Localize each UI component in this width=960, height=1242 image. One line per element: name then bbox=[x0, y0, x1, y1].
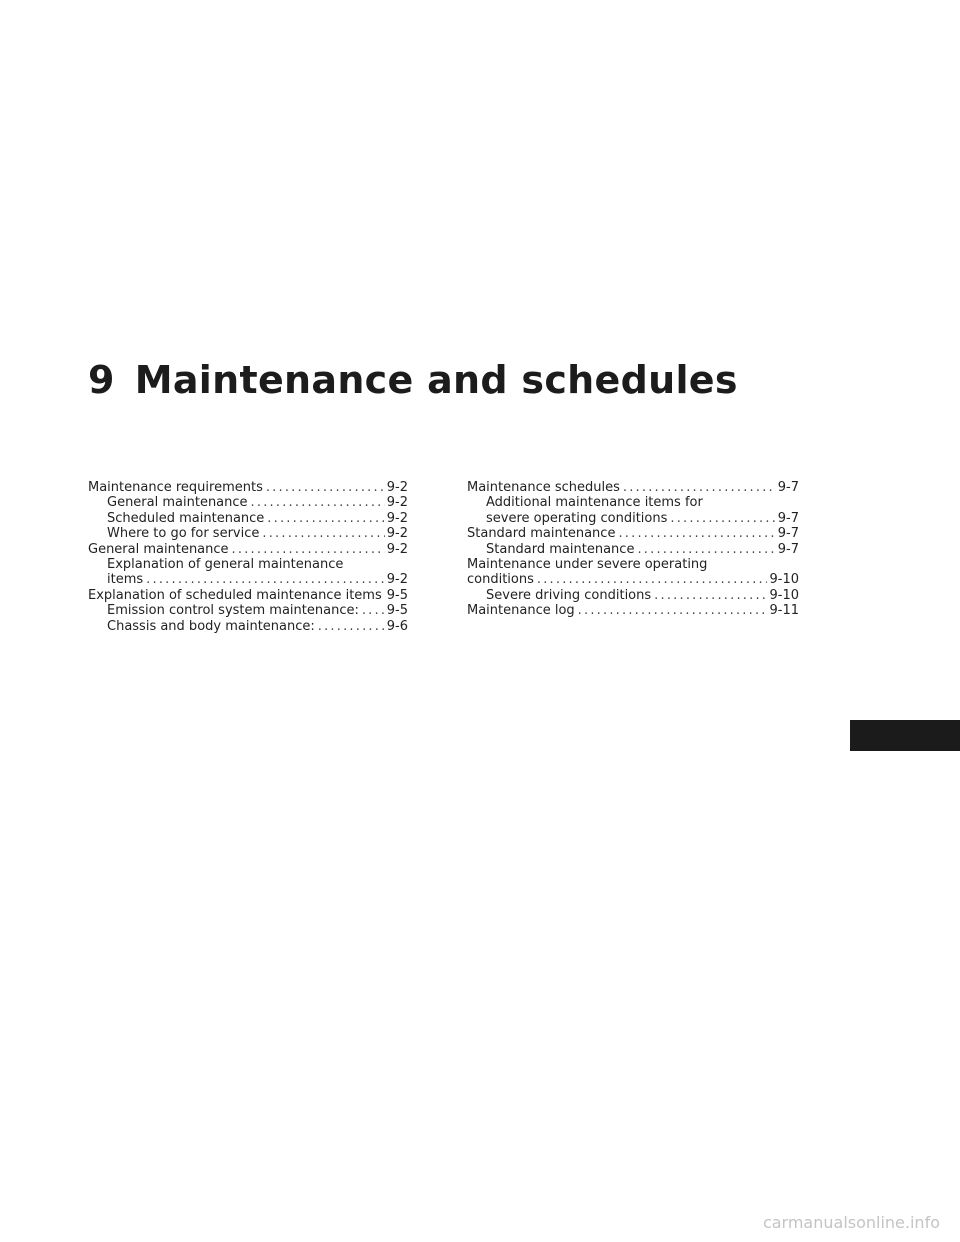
toc-entry-page: 9-2 bbox=[386, 510, 408, 526]
toc-dot-leader bbox=[251, 495, 385, 510]
toc-dot-leader bbox=[232, 542, 385, 557]
chapter-title-text: Maintenance and schedules bbox=[134, 358, 738, 402]
toc-entry-page: 9-2 bbox=[386, 480, 408, 495]
toc-entry-label: General maintenance bbox=[88, 541, 229, 557]
toc-entry[interactable] bbox=[88, 557, 408, 572]
toc-entry-page: 9-5 bbox=[386, 603, 408, 619]
toc-entry-label: severe operating conditions bbox=[486, 510, 668, 526]
toc-dot-leader bbox=[670, 511, 775, 526]
toc-dot-leader bbox=[623, 480, 776, 495]
toc-entry-page: 9-5 bbox=[386, 587, 408, 603]
toc-entry[interactable] bbox=[467, 511, 799, 526]
toc-dot-leader bbox=[318, 619, 385, 634]
toc-entry[interactable] bbox=[88, 572, 408, 587]
toc-entry[interactable] bbox=[467, 495, 799, 510]
toc-entry-label: Severe driving conditions bbox=[486, 587, 652, 603]
toc-dot-leader bbox=[267, 511, 384, 526]
toc-entry-label: Chassis and body maintenance: bbox=[107, 618, 315, 634]
toc-entry-page: 9-2 bbox=[386, 572, 408, 588]
toc-entry[interactable] bbox=[88, 480, 408, 495]
toc-entry-label: Maintenance log bbox=[467, 603, 575, 619]
toc-dot-leader bbox=[654, 588, 767, 603]
toc-entry[interactable] bbox=[88, 542, 408, 557]
toc-dot-leader bbox=[537, 572, 768, 587]
toc-entry-label: Additional maintenance items for bbox=[486, 495, 703, 511]
toc-entry-page: 9-7 bbox=[777, 480, 799, 495]
toc-entry-label: Emission control system maintenance: bbox=[107, 603, 359, 619]
toc-entry[interactable] bbox=[88, 526, 408, 541]
toc-entry-label: Scheduled maintenance bbox=[107, 510, 265, 526]
toc-entry-label: Explanation of general maintenance bbox=[107, 557, 344, 573]
toc-entry[interactable] bbox=[467, 603, 799, 618]
toc-entry[interactable] bbox=[88, 619, 408, 634]
toc-dot-leader bbox=[262, 526, 384, 541]
toc-entry-page: 9-11 bbox=[769, 603, 799, 619]
toc-left-column bbox=[88, 480, 408, 634]
toc-right-column bbox=[467, 480, 799, 619]
toc-entry-label: Explanation of scheduled maintenance items bbox=[88, 587, 382, 603]
toc-entry-label: conditions bbox=[467, 572, 534, 588]
toc-entry-page: 9-2 bbox=[386, 526, 408, 542]
chapter-number: 9 bbox=[88, 358, 115, 402]
toc-entry-label: Maintenance under severe operating bbox=[467, 557, 708, 573]
toc-entry-page: 9-2 bbox=[386, 541, 408, 557]
toc-entry-label: items bbox=[107, 572, 144, 588]
watermark: carmanualsonline.info bbox=[762, 1213, 940, 1232]
toc-dot-leader bbox=[637, 542, 775, 557]
toc-entry-page: 9-10 bbox=[769, 572, 799, 588]
toc-entry-label: Maintenance requirements bbox=[88, 480, 263, 495]
toc-entry[interactable] bbox=[467, 588, 799, 603]
toc-dot-leader bbox=[362, 603, 385, 618]
toc-entry-page: 9-6 bbox=[386, 618, 408, 634]
toc-entry-page: 9-7 bbox=[777, 510, 799, 526]
toc-dot-leader bbox=[578, 603, 768, 618]
toc-entry[interactable] bbox=[467, 572, 799, 587]
toc-entry[interactable] bbox=[467, 557, 799, 572]
toc-entry[interactable] bbox=[467, 542, 799, 557]
toc-entry[interactable] bbox=[88, 603, 408, 618]
chapter-tab-marker bbox=[850, 720, 960, 751]
toc-entry[interactable] bbox=[88, 511, 408, 526]
toc-entry-page: 9-2 bbox=[386, 495, 408, 511]
toc-entry-label: Standard maintenance bbox=[486, 541, 635, 557]
toc-dot-leader bbox=[146, 572, 385, 587]
toc-entry-label: Maintenance schedules bbox=[467, 480, 620, 495]
toc-entry[interactable] bbox=[88, 495, 408, 510]
toc-entry-label: Where to go for service bbox=[107, 526, 260, 542]
toc-entry[interactable] bbox=[467, 526, 799, 541]
toc-entry-label: General maintenance bbox=[107, 495, 248, 511]
toc-dot-leader bbox=[266, 480, 385, 495]
chapter-title bbox=[88, 358, 738, 402]
toc-entry-label: Standard maintenance bbox=[467, 526, 616, 542]
toc-dot-leader bbox=[618, 526, 775, 541]
toc-entry-page: 9-10 bbox=[769, 587, 799, 603]
toc-entry-page: 9-7 bbox=[777, 541, 799, 557]
toc-entry[interactable] bbox=[88, 588, 408, 603]
toc-entry[interactable] bbox=[467, 480, 799, 495]
toc-entry-page: 9-7 bbox=[777, 526, 799, 542]
